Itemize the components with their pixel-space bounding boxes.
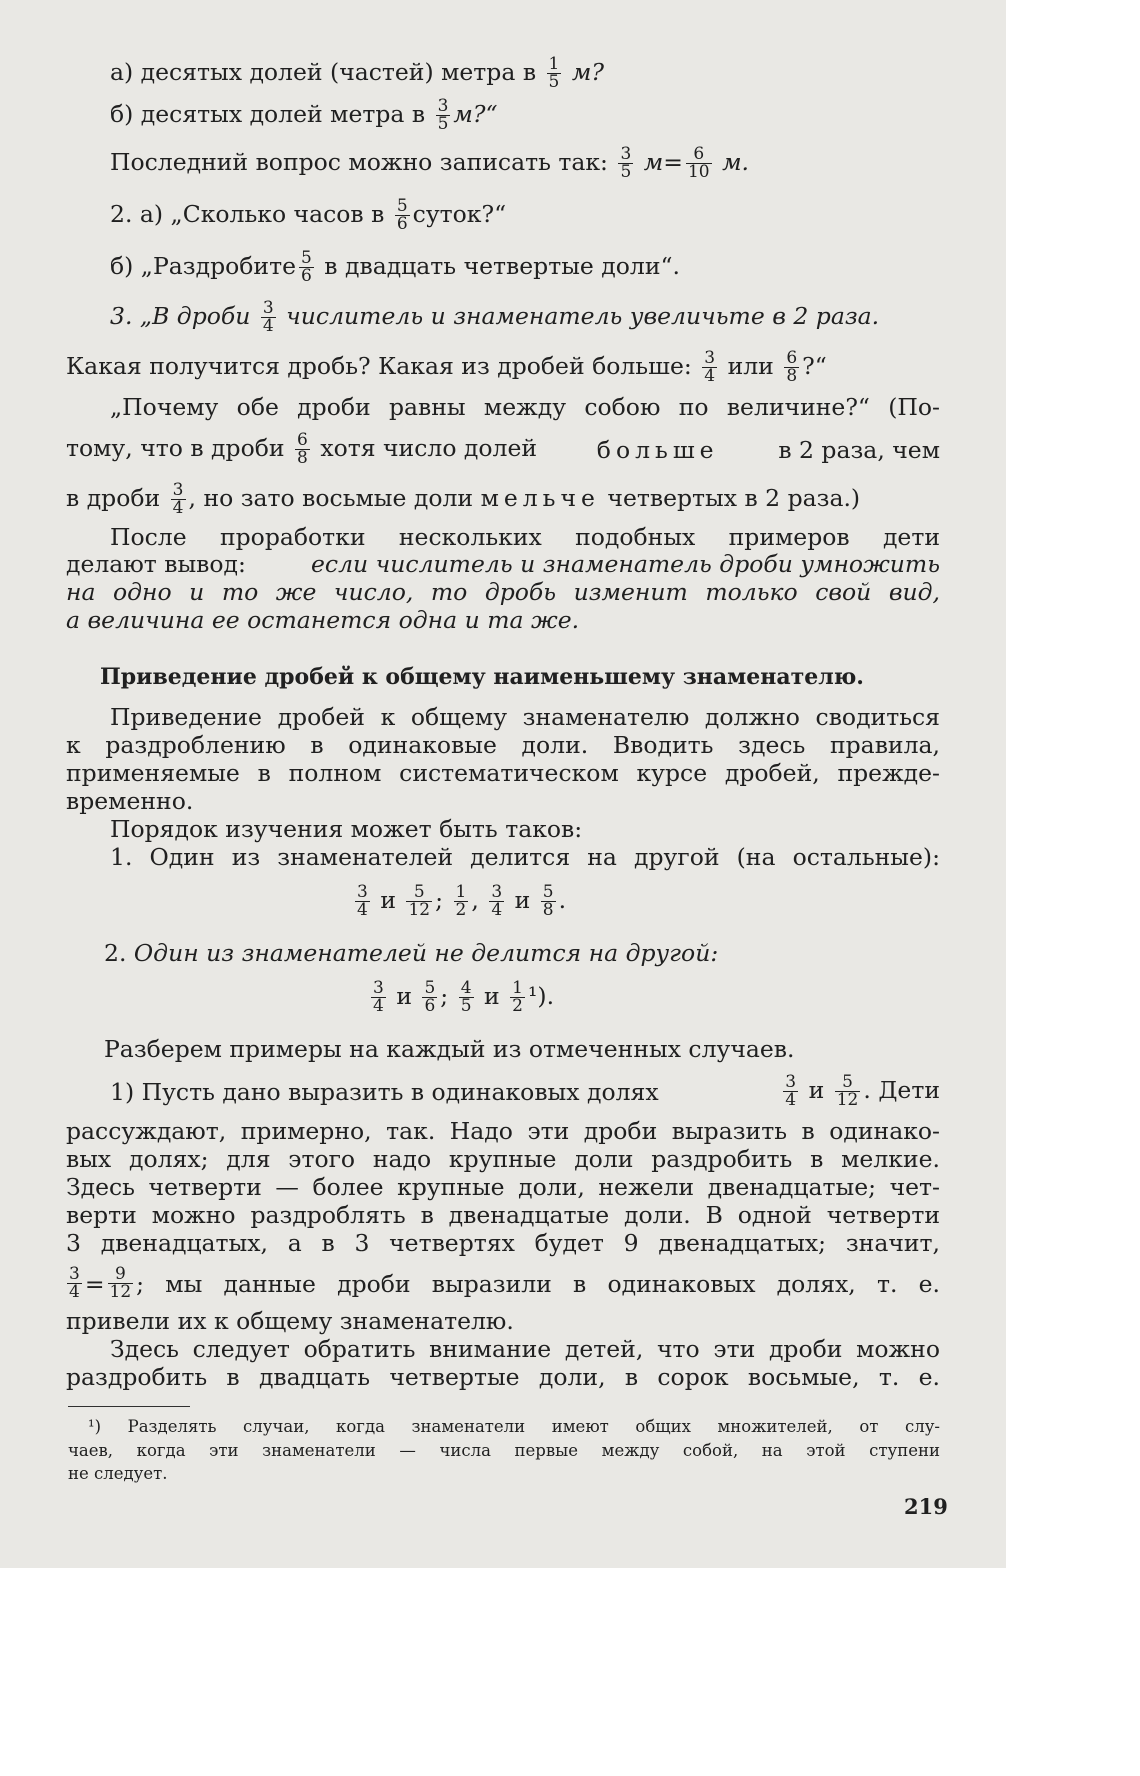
line-text: и — [380, 886, 396, 914]
text-line: 1. Один из знаменателей делится на другой (на остальные): — [110, 843, 940, 871]
fraction: $\frac{1}{5}$ — [548, 54, 560, 92]
footnote-ref: ¹). — [528, 982, 555, 1010]
line-text: или — [727, 352, 774, 380]
text-line — [110, 300, 879, 335]
fraction: $\frac{3}{5}$ — [437, 96, 449, 134]
page-number: 219 — [904, 1494, 948, 1519]
fraction: $\frac{5}{6}$ — [424, 978, 436, 1016]
section-heading: Приведение дробей к общему наименьшему знаменателю. — [100, 664, 864, 690]
fraction: $\frac{3}{4}$ — [262, 298, 274, 336]
line-text: а) десятых долей (частей) метра в — [110, 58, 537, 86]
equals-sign: = — [84, 1269, 105, 1298]
line-text: ?“ — [802, 352, 827, 380]
line-text: и — [484, 982, 500, 1010]
footnote-line: не следует. — [68, 1464, 168, 1483]
text-line: на одно и то же число, то дробь изменит только свой вид, — [66, 578, 940, 606]
text-line — [66, 482, 860, 517]
fraction: $\frac{3}{4}$ — [785, 1072, 797, 1110]
text-line — [104, 938, 718, 968]
text-line: После проработки нескольких подобных примеров дети — [110, 523, 940, 551]
line-text: б) „Раздробите — [110, 252, 296, 280]
line-text: четвертых в 2 раза.) — [607, 484, 861, 512]
text-line: Приведение дробей к общему знаменателю должно сводиться — [110, 703, 940, 731]
text-line: привели их к общему знаменателю. — [66, 1307, 514, 1335]
text-line: Здесь четверти — более крупные доли, нежели двенадцатые; чет- — [66, 1173, 940, 1201]
fraction: $\frac{4}{5}$ — [460, 978, 472, 1016]
text-line: верти можно раздроблять в двенадцатые доли. В одной четверти — [66, 1201, 940, 1229]
fraction: $\frac{5}{12}$ — [408, 882, 431, 920]
text-line — [110, 198, 506, 233]
fraction: $\frac{5}{8}$ — [542, 882, 554, 920]
line-text: суток?“ — [412, 200, 507, 228]
line-text: 1) Пусть дано выразить в одинаковых долях — [110, 1077, 659, 1106]
line-text: 2. — [104, 939, 127, 967]
fraction: $\frac{5}{6}$ — [300, 248, 312, 286]
fraction: $\frac{3}{4}$ — [704, 348, 716, 386]
spaced-word: больше — [596, 435, 719, 464]
text-line — [110, 56, 604, 91]
text-line: Здесь следует обратить внимание детей, что эти дроби можно — [110, 1335, 940, 1363]
text-line: вых долях; для этого надо крупные доли раздробить в мелкие. — [66, 1145, 940, 1173]
text-line — [66, 549, 940, 579]
line-text: и — [514, 886, 531, 914]
text-line — [66, 350, 827, 385]
fraction: $\frac{6}{8}$ — [297, 430, 308, 468]
line-text: в дроби — [66, 484, 161, 512]
line-text: и — [396, 982, 412, 1010]
line-text: Последний вопрос можно записать так: — [110, 148, 608, 176]
unit-text: м — [643, 148, 664, 176]
punctuation: ; — [435, 886, 444, 914]
line-text: б) десятых долей метра в — [110, 100, 426, 128]
unit-text: м. — [722, 148, 750, 176]
fraction: $\frac{5}{6}$ — [396, 196, 408, 234]
line-segment: тому, что в дроби $\frac{6}{8}$ хотя число долей — [66, 430, 538, 468]
fraction: $\frac{5}{12}$ — [836, 1072, 859, 1110]
line-text: в 2 раза, чем — [778, 435, 940, 464]
text-line — [110, 250, 680, 285]
line-text: 3. „В дроби — [110, 302, 251, 330]
line-text: 2. а) „Сколько часов в — [110, 200, 385, 228]
text-line — [64, 1266, 940, 1301]
fraction: $\frac{3}{4}$ — [357, 882, 368, 920]
text-line: рассуждают, примерно, так. Надо эти дроби выразить в одинако- — [66, 1117, 940, 1145]
text-line: применяемые в полном систематическом курсе дробей, прежде- — [66, 759, 940, 787]
fraction: $\frac{6}{10}$ — [687, 144, 710, 182]
fraction: $\frac{3}{4}$ — [172, 480, 184, 518]
line-text: в двадцать четвертые доли“. — [324, 252, 680, 280]
formula-line — [352, 884, 566, 919]
text-line — [66, 432, 940, 467]
text-line: „Почему обе дроби равны между собою по величине?“ (По- — [110, 393, 940, 421]
text-line: Разберем примеры на каждый из отмеченных случаев. — [104, 1035, 795, 1063]
text-line: раздробить в двадцать четвертые доли, в сорок восьмые, т. е. — [66, 1363, 940, 1391]
footnote-divider — [68, 1406, 190, 1407]
fraction: $\frac{9}{12}$ — [109, 1264, 132, 1302]
text-line — [110, 98, 498, 133]
unit-text: м? — [571, 58, 604, 86]
line-segment: $\frac{3}{4}$ и $\frac{5}{12}$ . Дети — [785, 1072, 940, 1110]
formula-line — [368, 980, 554, 1015]
fraction: $\frac{6}{8}$ — [786, 348, 798, 386]
footnote-line: чаев, когда эти знаменатели — числа первые между собой, на этой ступени — [68, 1441, 940, 1460]
footnote-line: ¹) Разделять случаи, когда знаменатели имеют общих множителей, от слу- — [88, 1417, 940, 1436]
punctuation: . — [558, 886, 567, 914]
fraction: $\frac{3}{5}$ — [620, 144, 632, 182]
italic-text: Один из знаменателей не делится на другой: — [133, 939, 719, 967]
text-line: 3 двенадцатых, а в 3 четвертях будет 9 двенадцатых; значит, — [66, 1229, 940, 1257]
unit-text: м?“ — [453, 100, 498, 128]
text-line: к раздроблению в одинаковые доли. Вводить здесь правила, — [66, 731, 940, 759]
line-text: Какая получится дробь? Какая из дробей больше: — [66, 352, 692, 380]
text-line: временно. — [66, 787, 194, 815]
line-text: ; мы данные дроби выразили в одинаковых долях, т. е. — [136, 1269, 940, 1298]
line-text: делают вывод: — [66, 550, 246, 578]
fraction: $\frac{1}{2}$ — [455, 882, 467, 920]
equals-sign: = — [663, 148, 683, 176]
fraction: $\frac{3}{4}$ — [491, 882, 503, 920]
fraction: $\frac{3}{4}$ — [69, 1264, 80, 1302]
text-line — [110, 1074, 940, 1109]
text-line — [110, 146, 749, 181]
punctuation: , — [471, 886, 479, 914]
line-text: числитель и знаменатель увеличьте в 2 раза. — [286, 302, 880, 330]
text-line: а величина ее останется одна и та же. — [66, 606, 580, 634]
text-line: Порядок изучения может быть таков: — [110, 815, 583, 843]
spaced-word: мельче — [480, 484, 600, 512]
italic-text: если числитель и знаменатель дроби умножить — [311, 550, 940, 578]
punctuation: ; — [440, 982, 449, 1010]
fraction: $\frac{3}{4}$ — [373, 978, 384, 1016]
fraction: $\frac{1}{2}$ — [512, 978, 523, 1016]
line-text: , но зато восьмые доли — [188, 484, 474, 512]
